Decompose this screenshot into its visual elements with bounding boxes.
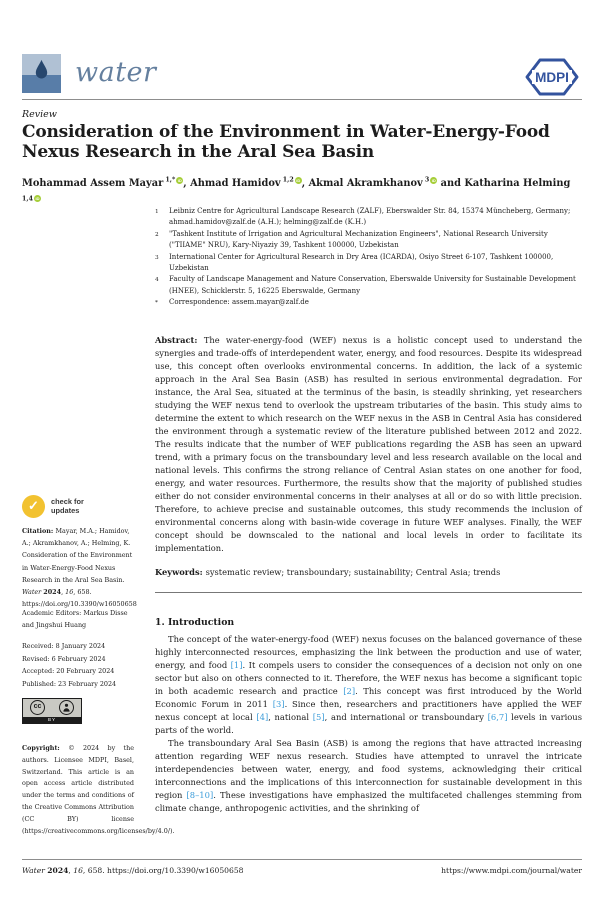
author: Katharina Helming $^{1,4}$ $^{iD}$ xyxy=(22,178,571,203)
affiliation: * Correspondence: assem.mayar@zalf.de xyxy=(155,298,309,307)
check-for-updates-label xyxy=(51,498,84,515)
history-date: Published: 23 February 2024 xyxy=(22,679,117,688)
water-drop-icon xyxy=(31,58,52,81)
check-for-updates-badge[interactable] xyxy=(22,494,134,520)
check-icon: ✓ xyxy=(22,495,45,518)
author-line xyxy=(22,174,580,210)
cc-by-license-badge[interactable] xyxy=(22,698,82,724)
citation-ref-link[interactable]: [5] xyxy=(312,712,325,722)
author: Akmal Akramkhanov $^3$ $^{iD}$ and xyxy=(308,177,465,190)
mdpi-logo[interactable] xyxy=(524,57,580,97)
check-for-updates-line2: updates xyxy=(51,505,80,515)
keywords: Keywords: systematic review; transboundary; sustainability; Central Asia; trends xyxy=(155,567,501,577)
footer-journal-url[interactable]: https://www.mdpi.com/journal/water xyxy=(441,866,582,875)
author-name: Akmal Akramkhanov xyxy=(308,178,423,190)
history-date: Received: 8 January 2024 xyxy=(22,642,106,650)
history-date: Revised: 6 February 2024 xyxy=(22,654,106,663)
orcid-icon[interactable]: iD xyxy=(296,178,301,183)
affiliations xyxy=(155,206,583,310)
citation-ref-link[interactable]: [3] xyxy=(272,699,285,709)
citation-info: Citation: Mayar, M.A.; Hamidov, A.; Akramkhanov, A.; Helming, K. Consideration of the Environment in Water-Energy-Food Nexus Research in the Aral Sea Basin. Water 2024, 16, 658. https://doi.org/10.3390/w16050658 xyxy=(22,527,137,609)
water-journal-logo[interactable] xyxy=(22,54,61,93)
cc-icon: cc xyxy=(30,700,45,715)
footer xyxy=(22,866,582,875)
citation-ref-link[interactable]: [4] xyxy=(256,712,269,722)
orcid-icon[interactable]: iD xyxy=(431,178,436,183)
citation-ref-link[interactable]: [6,7] xyxy=(487,712,508,722)
citation-ref-link[interactable]: [2] xyxy=(343,686,356,696)
footer-divider xyxy=(22,859,582,860)
page-title: Consideration of the Environment in Water-Energy-Food Nexus Research in the Aral Sea Basin xyxy=(22,122,550,162)
footer-citation: Water 2024, 16, 658. https://doi.org/10.3390/w16050658 xyxy=(22,866,244,875)
masthead xyxy=(22,54,582,100)
affiliation: 1 Leibniz Centre for Agricultural Landscape Research (ZALF), Eberswalder Str. 84, 15374 Müncheberg, Germany; ahmad.hamidov@zalf.de (A.H.); helming@zalf.de (K.H.) xyxy=(155,207,571,227)
abstract: Abstract: The water-energy-food (WEF) nexus is a holistic concept used to understand the synergies and trade-offs of interdependent water, energy, and food resources. Despite its widespread use, this concept often overlooks environmental concerns. In addition, the lack of a systemic approach in the Aral Sea Basin (ASB) has resulted in serious environmental degradation. For instance, the Aral Sea, situated at the terminus of the basin, is steadily shrinking, yet researchers studying the WEF nexus tend to overlook the upstream tributaries of the basin. This study aims to determine the extent to which research on the WEF nexus in the ASB in Central Asia has considered the environment through a systematic review of the literature published between 2012 and 2022. The results indicate that the number of WEF publications regarding the ASB has seen an upward trend, with a primary focus on the transboundary level and less research available on the local and national levels. This confirms the strong reliance of Central Asian states on one another for food, energy, and water resources. Furthermore, the results show that the majority of published studies either do not consider environmental concerns in their analyses at all or do so with little precision. Therefore, to achieve precise and sustainable outcomes, this study recommends the inclusion of environmental concerns along with basin-wide coverage in future WEF analyses. Finally, the WEF concept should be downscaled to the national and local levels in order to facilitate its implementation. xyxy=(155,335,582,553)
article-body xyxy=(155,617,582,815)
check-for-updates-line1: check for xyxy=(51,497,84,506)
mdpi-logo-text: MDPI xyxy=(535,70,569,85)
author-name: Mohammad Assem Mayar xyxy=(22,178,164,190)
article-type-label: Review xyxy=(22,109,57,120)
orcid-icon[interactable]: iD xyxy=(35,196,40,202)
copyright-notice: Copyright: © 2024 by the authors. Licensee MDPI, Basel, Switzerland. This article is an open access article distributed under the terms and conditions of the Creative Commons Attribution (CC BY) license (https://creativecommons.org/licenses/by/4.0/). xyxy=(22,744,175,835)
affiliation: 2 "Tashkent Institute of Irrigation and Agricultural Mechanization Engineers", National Research University ("TIIAME" NRU), Kary-Niyaziy 39, Tashkent 100000, Uzbekistan xyxy=(155,229,548,250)
article-history xyxy=(22,640,134,690)
academic-editors: Academic Editors: Markus Disse and Jingshui Huang xyxy=(22,609,128,630)
history-date: Accepted: 20 February 2024 xyxy=(22,667,115,676)
cc-by-bar: BY xyxy=(23,717,81,723)
column-divider xyxy=(155,592,582,593)
cc-circles xyxy=(23,700,81,715)
paragraph: The concept of the water-energy-food (WEF) nexus focuses on the balanced governance of these highly interconnected resources, emphasizing the link between the production and use of water, energy, and food [1]. It compels users to consider the consequences of a decision not only on one sector but also on others connected to it. Therefore, the WEF nexus has become a significant topic in both academic research and practice [2]. This concept was first introduced by the World Economic Forum in 2011 [3]. Since then, researchers and practitioners have applied the WEF nexus concept at local [4], national [5], and international or transboundary [6,7] levels in various parts of the world. xyxy=(155,634,583,735)
orcid-icon[interactable]: iD xyxy=(177,178,182,183)
journal-name[interactable]: water xyxy=(75,57,157,88)
author: Ahmad Hamidov $^{1,2}$ $^{iD}$ , xyxy=(190,177,309,190)
author: Mohammad Assem Mayar $^{1,*}$ $^{iD}$ , xyxy=(22,177,191,190)
citation-ref-link[interactable]: [1] xyxy=(230,660,243,670)
citation-ref-link[interactable]: [8–10] xyxy=(186,790,214,800)
paragraph: The transboundary Aral Sea Basin (ASB) is among the regions that have attracted increasing attention regarding WEF nexus research. Studies have attempted to unravel the intricate interdependencies between water, energy, and food systems, acknowledging their critical interconnections and the implications of this interconnection for sustainable development in this region [8–10]. These investigations have emphasized the multifaceted challenges stemming from climate change, anthropogenic activities, and the shrinking of xyxy=(155,738,582,813)
affiliation: 3 International Center for Agricultural Research in Dry Area (ICARDA), Osiyo Street 6-107, Tashkent 100000, Uzbekistan xyxy=(155,252,554,273)
author-name: Katharina Helming xyxy=(464,178,571,190)
affiliation: 4 Faculty of Landscape Management and Nature Conservation, Eberswalde University for Sustainable Development (HNEE), Schicklerstr. 5, 16225 Eberswalde, Germany xyxy=(155,275,576,295)
author-name: Ahmad Hamidov xyxy=(190,178,281,190)
section-heading: 1. Introduction xyxy=(155,617,235,628)
by-person-icon xyxy=(59,700,74,715)
